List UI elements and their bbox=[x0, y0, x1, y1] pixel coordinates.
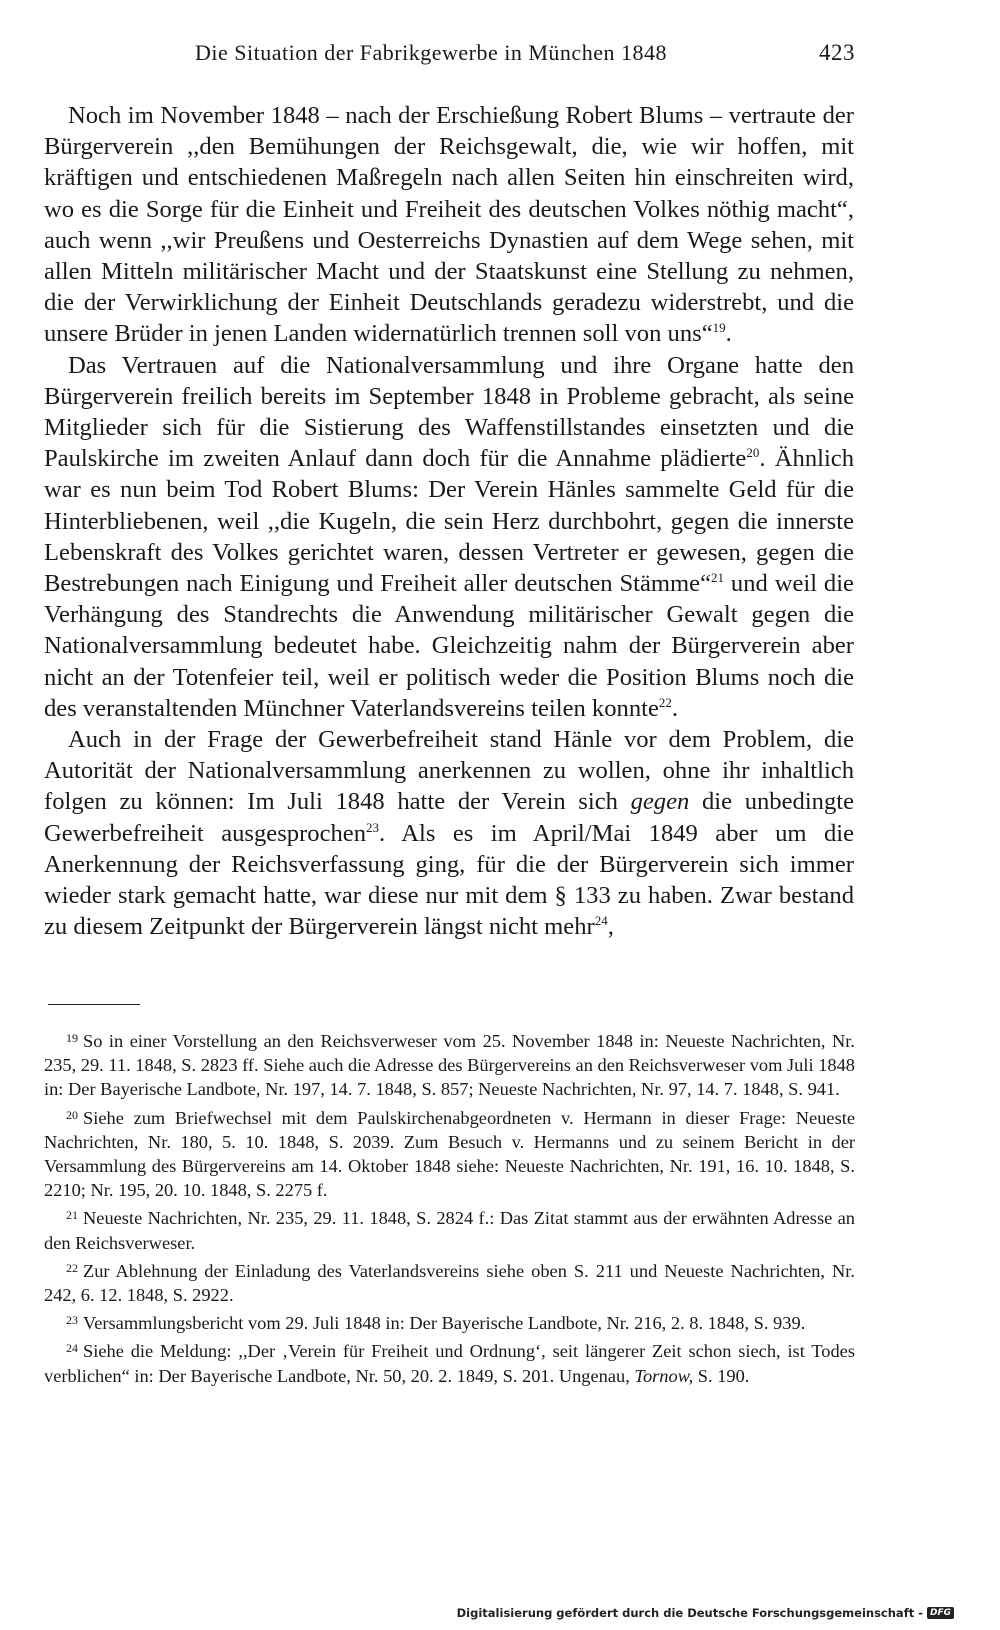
text-run: und weil die Verhängung des Standrechts die Anwendung militärischer Gewalt gegen die Nationalversammlung bedeutet habe. Gleichzeitig nahm der Bürgerverein aber nicht an der Totenfeier teil, weil er politisch weder die Position Blums noch die des veranstaltenden Münchner Vaterlandsvereins teilen konnte bbox=[44, 570, 854, 722]
footnote-ref: 23 bbox=[366, 819, 379, 835]
footnote-number: 20 bbox=[66, 1107, 78, 1122]
footnote bbox=[44, 1103, 855, 1203]
text-run: Siehe die Meldung: ,,Der ‚Verein für Freiheit und Ordnung‘, seit längerer Zeit schon siech, ist Todes verblichen“ in: Der Bayerische Landbote, Nr. 50, 20. 2. 1849, S. 201. Ungenau, bbox=[44, 1341, 855, 1386]
footnote-ref: 21 bbox=[711, 570, 725, 586]
paragraph bbox=[44, 100, 854, 350]
text-run: . Als es im April/Mai 1849 aber um die Anerkennung der Reichsverfassung ging, für die der Bürgerverein sich immer wieder stark gemacht hatte, war diese nur mit dem § 133 zu haben. Zwar bestand zu diesem Zeitpunkt der Bürgerverein längst nicht mehr bbox=[44, 819, 854, 941]
text-run: Versammlungsbericht vom 29. Juli 1848 in: Der Bayerische Landbote, Nr. 216, 2. 8. 1848, S. 939. bbox=[83, 1313, 806, 1334]
footnote-ref: 24 bbox=[594, 913, 608, 929]
text-run: . bbox=[725, 320, 732, 348]
footnote-number: 24 bbox=[66, 1341, 78, 1356]
text-run: Auch in der Frage der Gewerbefreiheit stand Hänle vor dem Problem, die Autorität der Nationalversammlung anerkennen zu wollen, ohne ihr inhaltlich folgen zu können: Im Juli 1848 hatte der Verein sich bbox=[44, 726, 854, 816]
footnote-number: 19 bbox=[66, 1031, 78, 1045]
main-text bbox=[44, 100, 854, 942]
text-run: , bbox=[607, 913, 614, 941]
footnote-number: 22 bbox=[66, 1260, 78, 1275]
text-run: Zur Ablehnung der Einladung des Vaterlandsvereins siehe oben S. 211 und Neueste Nachrichten, Nr. 242, 6. 12. 1848, S. 2922. bbox=[44, 1260, 855, 1306]
footnote bbox=[44, 1026, 855, 1102]
text-run: S. 190. bbox=[693, 1365, 750, 1386]
paragraph bbox=[44, 350, 854, 724]
text-run: . bbox=[671, 694, 679, 722]
text-run: Neueste Nachrichten, Nr. 235, 29. 11. 1848, S. 2824 f.: Das Zitat stammt aus der erwähnten Adresse an den Reichsverweser. bbox=[44, 1208, 855, 1253]
footnote bbox=[44, 1308, 855, 1335]
footnote-number: 21 bbox=[66, 1208, 78, 1223]
italic-text: Tornow, bbox=[634, 1365, 694, 1386]
footnote bbox=[44, 1256, 855, 1307]
paragraph bbox=[44, 724, 854, 942]
footnote-number: 23 bbox=[66, 1313, 78, 1328]
text-run: So in einer Vorstellung an den Reichsverweser vom 25. November 1848 in: Neueste Nachrichten, Nr. 235, 29. 11. 1848, S. 2823 ff. Siehe auch die Adresse des Bürgervereins an den Reichsverweser vom Juli 1848 in: Der Bayerische Landbote, Nr. 197, 14. 7. 1848, S. 857; Neueste Nachrichten, Nr. 97, 14. 7. 1848, S. 941. bbox=[44, 1031, 855, 1100]
text-run: Siehe zum Briefwechsel mit dem Paulskirchenabgeordneten v. Hermann in dieser Frage: Neueste Nachrichten, Nr. 180, 5. 10. 1848, S. 2039. Zum Besuch v. Hermanns und zu seinem Bericht in der Versammlung des Bürgervereins am 14. Oktober 1848 siehe: Neueste Nachrichten, Nr. 191, 16. 10. 1848, S. 2210; Nr. 195, 20. 10. 1848, S. 2275 f. bbox=[44, 1107, 855, 1201]
footnote-separator bbox=[48, 1004, 140, 1005]
text-run: Noch im November 1848 – nach der Erschießung Robert Blums – vertraute der Bürgerverein ,,den Bemühungen der Reichsgewalt, die, wie wir hoffen, mit kräftigen und entschiedenen Maßregeln nach allen Seiten hin einschreiten wird, wo es die Sorge für die Einheit und Freiheit des deutschen Volkes nöthig macht“, auch wenn ,,wir Preußens und Oesterreichs Dynastien auf dem Wege sehen, mit allen Mitteln militärischer Macht und der Staatskunst eine Stellung zu nehmen, die der Verwirklichung der Einheit Deutschlands geradezu widerstrebt, und die unsere Brüder in jenen Landen widernatürlich trennen soll von uns“ bbox=[44, 102, 854, 348]
italic-text: gegen bbox=[630, 788, 690, 816]
footnote-ref: 19 bbox=[712, 320, 726, 336]
digitization-credit bbox=[457, 1606, 954, 1620]
credit-text: Digitalisierung gefördert durch die Deutsche Forschungsgemeinschaft - bbox=[456, 1606, 923, 1620]
footnotes bbox=[44, 1026, 855, 1389]
running-title: Die Situation der Fabrikgewerbe in München 1848 bbox=[195, 40, 667, 65]
text-run: . Ähnlich war es nun beim Tod Robert Blums: Der Verein Hänles sammelte Geld für die Hinterbliebenen, weil ,,die Kugeln, die sein Herz durchbohrt, gegen die innerste Lebenskraft des Volkes gerichtet waren, dessen Vertreter er gewesen, gegen die Bestrebungen nach Einigung und Freiheit aller deutschen Stämme“ bbox=[44, 445, 854, 598]
text-run: die unbedingte Gewerbefreiheit ausgesprochen bbox=[44, 788, 854, 847]
footnote bbox=[44, 1336, 855, 1387]
text-run: Das Vertrauen auf die Nationalversammlung und ihre Organe hatte den Bürgerverein freilich bereits im September 1848 in Probleme gebracht, als seine Mitglieder sich für die Sistierung des Waffenstillstandes einsetzten und die Paulskirche im zweiten Anlauf dann doch für die Annahme plädierte bbox=[44, 351, 854, 473]
page-number: 423 bbox=[819, 40, 855, 65]
footnote-ref: 22 bbox=[658, 694, 672, 710]
dfg-logo: DFG bbox=[927, 1607, 954, 1619]
footnote bbox=[44, 1203, 855, 1254]
footnote-ref: 20 bbox=[746, 445, 760, 461]
